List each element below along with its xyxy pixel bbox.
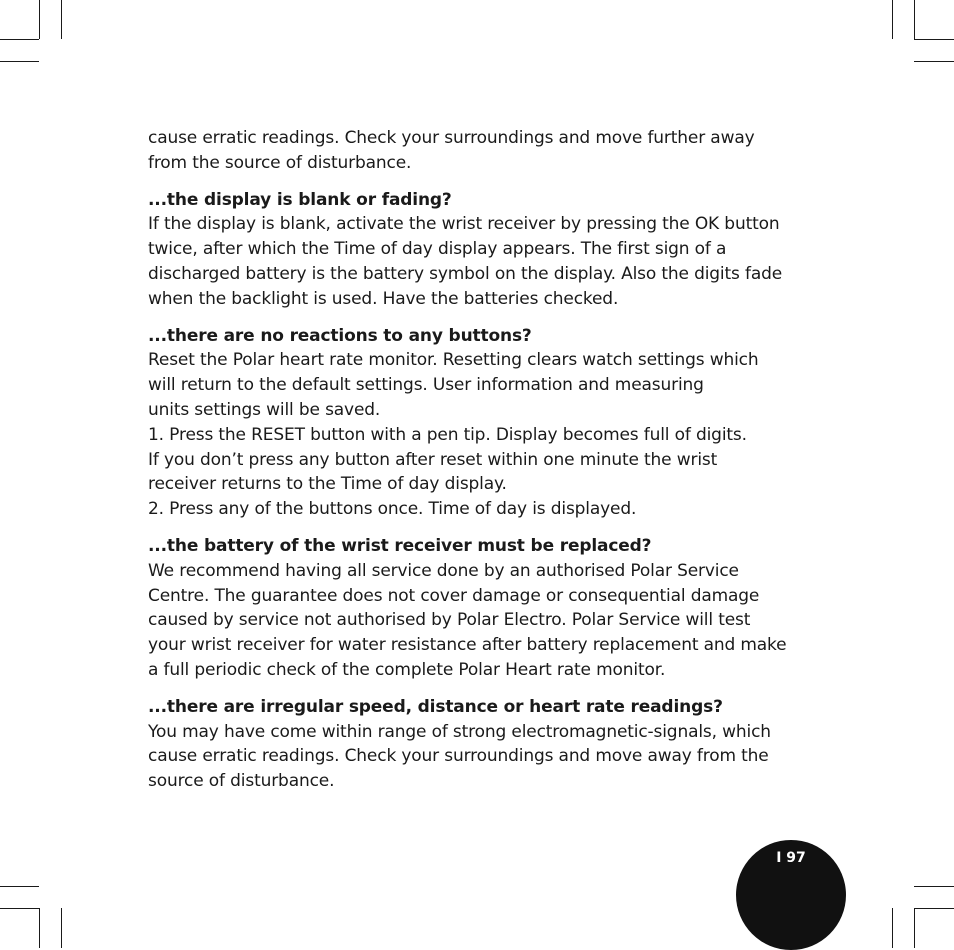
body-line: If the display is blank, activate the wrist receiver by pressing the OK button — [148, 214, 780, 235]
intro-line: cause erratic readings. Check your surroundings and move further away — [148, 128, 755, 148]
body-line: source of disturbance. — [148, 771, 335, 792]
crop-mark — [914, 908, 915, 948]
section-heading: ...the battery of the wrist receiver must be replaced? — [148, 535, 652, 556]
body-line: discharged battery is the battery symbol on the display. Also the digits fade — [148, 263, 783, 284]
crop-mark — [0, 39, 39, 40]
section-heading: ...the display is blank or fading? — [148, 189, 452, 210]
crop-mark — [0, 886, 39, 887]
body-line: cause erratic readings. Check your surroundings and move away from the — [148, 746, 769, 767]
step-line: 1. Press the RESET button with a pen tip. Display becomes full of digits. — [148, 424, 747, 445]
page-number: I 97 — [776, 850, 806, 866]
body-line: caused by service not authorised by Polar Electro. Polar Service will test — [148, 610, 751, 631]
body-line: receiver returns to the Time of day display. — [148, 474, 507, 495]
crop-mark — [914, 0, 915, 39]
body-line: Centre. The guarantee does not cover damage or consequential damage — [148, 585, 760, 606]
section-heading: ...there are no reactions to any buttons? — [148, 325, 532, 346]
body-line: You may have come within range of strong electromagnetic-signals, which — [148, 721, 771, 742]
crop-mark — [914, 39, 954, 40]
body-line: Reset the Polar heart rate monitor. Resetting clears watch settings which — [148, 350, 759, 371]
crop-mark — [61, 0, 62, 39]
page-body — [148, 126, 838, 794]
crop-mark — [914, 908, 954, 909]
section-heading: ...there are irregular speed, distance or heart rate readings? — [148, 696, 723, 717]
body-line: will return to the default settings. User information and measuring — [148, 375, 704, 396]
crop-mark — [39, 0, 40, 39]
crop-mark — [892, 0, 893, 39]
crop-mark — [0, 908, 39, 909]
body-line: your wrist receiver for water resistance after battery replacement and make — [148, 635, 787, 656]
crop-mark — [914, 61, 954, 62]
crop-mark — [39, 908, 40, 948]
body-line: a full periodic check of the complete Polar Heart rate monitor. — [148, 659, 666, 680]
body-line: twice, after which the Time of day display appears. The first sign of a — [148, 239, 727, 260]
crop-mark — [0, 61, 39, 62]
crop-mark — [892, 908, 893, 948]
body-line: We recommend having all service done by an authorised Polar Service — [148, 560, 739, 581]
crop-mark — [914, 886, 954, 887]
crop-mark — [61, 908, 62, 948]
body-line: when the backlight is used. Have the batteries checked. — [148, 288, 619, 309]
body-line: If you don’t press any button after reset within one minute the wrist — [148, 449, 718, 470]
body-line: units settings will be saved. — [148, 399, 381, 420]
intro-line: from the source of disturbance. — [148, 152, 412, 173]
step-line: 2. Press any of the buttons once. Time of day is displayed. — [148, 499, 637, 520]
